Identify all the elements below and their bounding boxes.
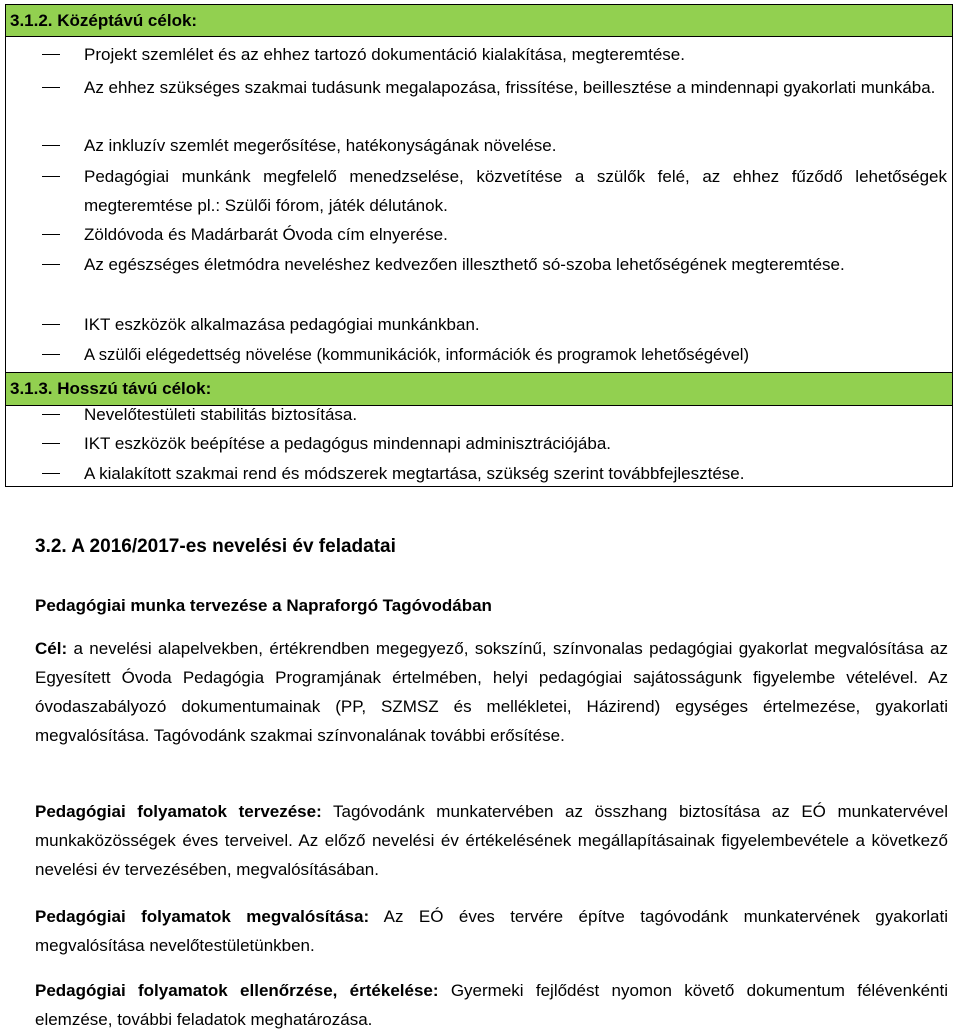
dash-bullet-icon — [42, 473, 60, 474]
paragraph-label: Cél: — [35, 639, 68, 658]
paragraph-implementation — [35, 902, 948, 960]
dash-bullet-icon — [42, 354, 60, 355]
dash-bullet-icon — [42, 54, 60, 55]
dash-bullet-icon — [42, 414, 60, 415]
paragraph-label: Pedagógiai folyamatok ellenőrzése, értékelése: — [35, 981, 439, 1000]
list-item: Az inkluzív szemlét megerősítése, hatékonyságának növelése. — [42, 131, 947, 160]
list-item: Az ehhez szükséges szakmai tudásunk megalapozása, frissítése, beillesztése a mindennapi gyakorlati munkába. — [42, 73, 947, 102]
subheading: Pedagógiai munka tervezése a Napraforgó Tagóvodában — [35, 596, 492, 615]
dash-bullet-icon — [42, 176, 60, 177]
section-heading: 3.2. A 2016/2017-es nevelési év feladatai — [35, 536, 396, 557]
paragraph-text: Tagóvodánk munkatervében az összhang biztosítása az EÓ munkatervével munkaközösségek éves terveivel. Az előző nevelési év értékelésének megállapításainak figyelembevétele a következő nevelési év tervezésében, megvalósításában. — [35, 802, 949, 879]
list-item: A kialakított szakmai rend és módszerek megtartása, szükség szerint továbbfejlesztése. — [42, 459, 947, 488]
paragraph-text: Gyermeki fejlődést nyomon követő dokumentum félévenkénti elemzése, további feladatok meghatározása. — [35, 981, 948, 1029]
paragraph-label: Pedagógiai folyamatok tervezése: — [35, 802, 322, 821]
list-item: Az egészséges életmódra neveléshez kedvezően illeszthető só-szoba lehetőségének megteremtése. — [42, 250, 947, 279]
dash-bullet-icon — [42, 264, 60, 265]
paragraph-evaluation — [35, 976, 948, 1034]
goals-table — [5, 4, 953, 487]
list-item: A szülői elégedettség növelése (kommunikációk, információk és programok lehetőségével) — [42, 340, 947, 369]
dash-bullet-icon — [42, 87, 60, 88]
list-item: IKT eszközök alkalmazása pedagógiai munkánkban. — [42, 310, 947, 339]
dash-bullet-icon — [42, 145, 60, 146]
section-title-long-term: 3.1.3. Hosszú távú célok: — [10, 379, 212, 398]
paragraph-text: Az EÓ éves tervére építve tagóvodánk munkatervének gyakorlati megvalósítása nevelőtestületünkben. — [35, 907, 949, 955]
dash-bullet-icon — [42, 324, 60, 325]
paragraph-planning — [35, 797, 948, 884]
section-title-mid-term: 3.1.2. Középtávú célok: — [10, 11, 198, 30]
list-item: IKT eszközök beépítése a pedagógus mindennapi adminisztrációjába. — [42, 429, 947, 458]
paragraph-text: a nevelési alapelvekben, értékrendben megegyező, sokszínű, színvonalas pedagógiai gyakorlat megvalósítása az Egyesített Óvoda Pedagógia Programjának értelmében, helyi pedagógiai sajátosságunk figyelembe vételével. Az óvodaszabályozó dokumentumainak (PP, SZMSZ és mellékletei, Házirend) egységes értelmezése, gyakorlati megvalósítása. Tagóvodánk szakmai színvonalának további erősítése. — [35, 639, 948, 745]
dash-bullet-icon — [42, 234, 60, 235]
list-item: Projekt szemlélet és az ehhez tartozó dokumentáció kialakítása, megteremtése. — [42, 40, 947, 69]
list-item: Pedagógiai munkánk megfelelő menedzselése, közvetítése a szülők felé, az ehhez fűződő lehetőségek megteremtése pl.: Szülői fórom, játék délutánok. — [42, 162, 947, 220]
paragraph-label: Pedagógiai folyamatok megvalósítása: — [35, 907, 370, 926]
list-item: Nevelőtestületi stabilitás biztosítása. — [42, 400, 947, 429]
list-item: Zöldóvoda és Madárbarát Óvoda cím elnyerése. — [42, 220, 947, 249]
paragraph-goal — [35, 634, 948, 750]
dash-bullet-icon — [42, 443, 60, 444]
